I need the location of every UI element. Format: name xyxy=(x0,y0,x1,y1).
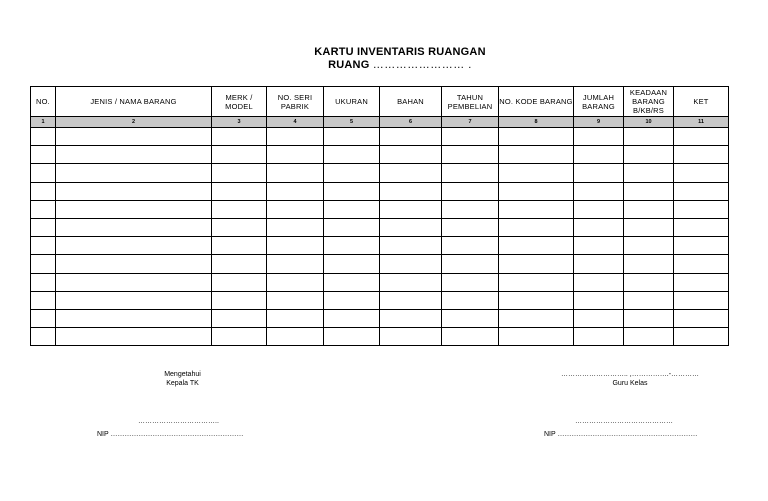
header-cell: NO. xyxy=(31,87,56,117)
table-cell xyxy=(624,164,674,182)
table-cell xyxy=(442,328,499,346)
table-cell xyxy=(324,182,380,200)
table-cell xyxy=(324,255,380,273)
table-cell xyxy=(442,146,499,164)
table-cell xyxy=(267,273,324,291)
table-cell xyxy=(499,291,574,309)
table-cell xyxy=(574,164,624,182)
table-cell xyxy=(56,291,212,309)
header-cell: NO. KODE BARANG xyxy=(499,87,574,117)
table-cell xyxy=(267,182,324,200)
document-title: KARTU INVENTARIS RUANGAN xyxy=(314,46,486,58)
table-cell xyxy=(442,182,499,200)
table-cell xyxy=(499,255,574,273)
table-cell xyxy=(324,237,380,255)
table-cell xyxy=(31,237,56,255)
table-cell xyxy=(624,182,674,200)
table-cell xyxy=(56,164,212,182)
teacher-nip: NIP …………………………………………………… xyxy=(544,431,698,438)
table-cell xyxy=(324,291,380,309)
table-cell xyxy=(674,255,729,273)
table-cell xyxy=(624,291,674,309)
table-cell xyxy=(624,146,674,164)
table-cell xyxy=(574,128,624,146)
column-number-row xyxy=(31,117,729,128)
table-cell xyxy=(499,146,574,164)
table-cell xyxy=(574,218,624,236)
table-cell xyxy=(56,237,212,255)
table-cell xyxy=(212,146,267,164)
place-date-line: ……………………….. ,…………….-………… xyxy=(560,371,700,378)
table-cell xyxy=(380,182,442,200)
table-row xyxy=(31,146,729,164)
table-cell xyxy=(212,237,267,255)
table-cell xyxy=(624,273,674,291)
table-cell xyxy=(574,200,624,218)
table-cell xyxy=(31,309,56,327)
table-row xyxy=(31,273,729,291)
table-cell xyxy=(56,128,212,146)
table-row xyxy=(31,237,729,255)
table-cell xyxy=(56,309,212,327)
table-cell xyxy=(212,128,267,146)
table-cell xyxy=(324,146,380,164)
table-cell xyxy=(380,164,442,182)
table-cell xyxy=(574,255,624,273)
document-subtitle xyxy=(0,59,768,71)
table-cell xyxy=(624,237,674,255)
table-cell xyxy=(212,218,267,236)
table-cell xyxy=(674,218,729,236)
column-number: 3 xyxy=(212,117,267,128)
table-cell xyxy=(31,273,56,291)
table-cell xyxy=(574,237,624,255)
table-cell xyxy=(212,273,267,291)
table-cell xyxy=(499,218,574,236)
table-cell xyxy=(674,164,729,182)
table-cell xyxy=(674,328,729,346)
table-cell xyxy=(212,255,267,273)
header-cell: KEADAAN BARANG B/KB/RS xyxy=(624,87,674,117)
header-cell: BAHAN xyxy=(380,87,442,117)
table-cell xyxy=(267,128,324,146)
table-cell xyxy=(56,255,212,273)
table-cell xyxy=(324,200,380,218)
table-cell xyxy=(624,218,674,236)
table-cell xyxy=(574,291,624,309)
table-cell xyxy=(267,200,324,218)
table-cell xyxy=(31,128,56,146)
principal-role: Kepala TK xyxy=(166,380,199,387)
table-cell xyxy=(674,273,729,291)
table-cell xyxy=(574,309,624,327)
table-cell xyxy=(212,309,267,327)
table-cell xyxy=(56,328,212,346)
table-cell xyxy=(31,291,56,309)
column-number: 5 xyxy=(324,117,380,128)
table-cell xyxy=(574,273,624,291)
table-cell xyxy=(624,255,674,273)
table-cell xyxy=(324,328,380,346)
table-cell xyxy=(624,200,674,218)
inventory-table xyxy=(30,86,729,346)
header-cell: JUMLAH BARANG xyxy=(574,87,624,117)
table-cell xyxy=(674,128,729,146)
table-row xyxy=(31,309,729,327)
teacher-name-line: …………………………………… xyxy=(575,418,673,425)
teacher-role: Guru Kelas xyxy=(612,380,648,387)
table-cell xyxy=(212,291,267,309)
table-cell xyxy=(380,237,442,255)
table-cell xyxy=(267,237,324,255)
table-cell xyxy=(267,146,324,164)
table-cell xyxy=(674,200,729,218)
header-cell: JENIS / NAMA BARANG xyxy=(56,87,212,117)
table-cell xyxy=(574,146,624,164)
table-cell xyxy=(324,273,380,291)
table-cell xyxy=(31,255,56,273)
header-cell: NO. SERI PABRIK xyxy=(267,87,324,117)
table-cell xyxy=(499,237,574,255)
table-cell xyxy=(31,200,56,218)
column-number: 10 xyxy=(624,117,674,128)
table-row xyxy=(31,200,729,218)
table-cell xyxy=(380,309,442,327)
table-cell xyxy=(212,164,267,182)
column-number: 8 xyxy=(499,117,574,128)
table-cell xyxy=(442,237,499,255)
table-cell xyxy=(267,218,324,236)
table-cell xyxy=(574,182,624,200)
table-cell xyxy=(31,164,56,182)
room-label: RUANG xyxy=(328,59,370,71)
header-cell: TAHUN PEMBELIAN xyxy=(442,87,499,117)
table-cell xyxy=(499,328,574,346)
table-cell xyxy=(442,218,499,236)
acknowledged-label: Mengetahui xyxy=(164,371,201,378)
table-cell xyxy=(380,218,442,236)
table-cell xyxy=(442,128,499,146)
table-cell xyxy=(442,309,499,327)
table-cell xyxy=(324,164,380,182)
principal-name-line: …………………………….. xyxy=(138,418,219,425)
table-cell xyxy=(31,328,56,346)
column-number: 7 xyxy=(442,117,499,128)
table-row xyxy=(31,291,729,309)
table-cell xyxy=(674,182,729,200)
table-cell xyxy=(624,309,674,327)
header-cell: KET xyxy=(674,87,729,117)
table-row xyxy=(31,255,729,273)
table-cell xyxy=(499,309,574,327)
table-cell xyxy=(31,218,56,236)
table-cell xyxy=(56,146,212,164)
column-number: 9 xyxy=(574,117,624,128)
table-cell xyxy=(380,291,442,309)
table-cell xyxy=(499,164,574,182)
table-cell xyxy=(574,328,624,346)
column-number: 4 xyxy=(267,117,324,128)
table-cell xyxy=(499,182,574,200)
table-cell xyxy=(499,273,574,291)
table-row xyxy=(31,128,729,146)
table-cell xyxy=(674,146,729,164)
table-row xyxy=(31,182,729,200)
table-cell xyxy=(267,291,324,309)
table-cell xyxy=(499,200,574,218)
table-cell xyxy=(674,309,729,327)
table-cell xyxy=(442,255,499,273)
table-cell xyxy=(499,128,574,146)
table-cell xyxy=(380,328,442,346)
column-number: 11 xyxy=(674,117,729,128)
table-cell xyxy=(267,255,324,273)
table-cell xyxy=(380,146,442,164)
table-cell xyxy=(380,200,442,218)
table-cell xyxy=(442,200,499,218)
table-cell xyxy=(624,328,674,346)
table-cell xyxy=(267,309,324,327)
table-cell xyxy=(674,291,729,309)
table-cell xyxy=(324,218,380,236)
table-cell xyxy=(324,309,380,327)
table-cell xyxy=(324,128,380,146)
table-cell xyxy=(31,146,56,164)
column-number: 6 xyxy=(380,117,442,128)
table-cell xyxy=(674,237,729,255)
table-row xyxy=(31,218,729,236)
table-cell xyxy=(56,182,212,200)
principal-nip: NIP ………………………………………………… xyxy=(97,431,244,438)
table-cell xyxy=(212,328,267,346)
header-cell: UKURAN xyxy=(324,87,380,117)
table-cell xyxy=(212,200,267,218)
column-number: 2 xyxy=(56,117,212,128)
table-cell xyxy=(267,328,324,346)
table-cell xyxy=(442,164,499,182)
table-cell xyxy=(31,182,56,200)
table-cell xyxy=(56,218,212,236)
table-cell xyxy=(56,273,212,291)
room-blank: …………………… . xyxy=(372,59,472,71)
table-cell xyxy=(267,164,324,182)
table-cell xyxy=(380,128,442,146)
table-row xyxy=(31,164,729,182)
table-cell xyxy=(624,128,674,146)
column-number: 1 xyxy=(31,117,56,128)
table-cell xyxy=(442,291,499,309)
table-cell xyxy=(442,273,499,291)
header-cell: MERK / MODEL xyxy=(212,87,267,117)
header-row xyxy=(31,87,729,117)
table-cell xyxy=(380,273,442,291)
table-row xyxy=(31,328,729,346)
table-cell xyxy=(56,200,212,218)
table-cell xyxy=(380,255,442,273)
table-cell xyxy=(212,182,267,200)
